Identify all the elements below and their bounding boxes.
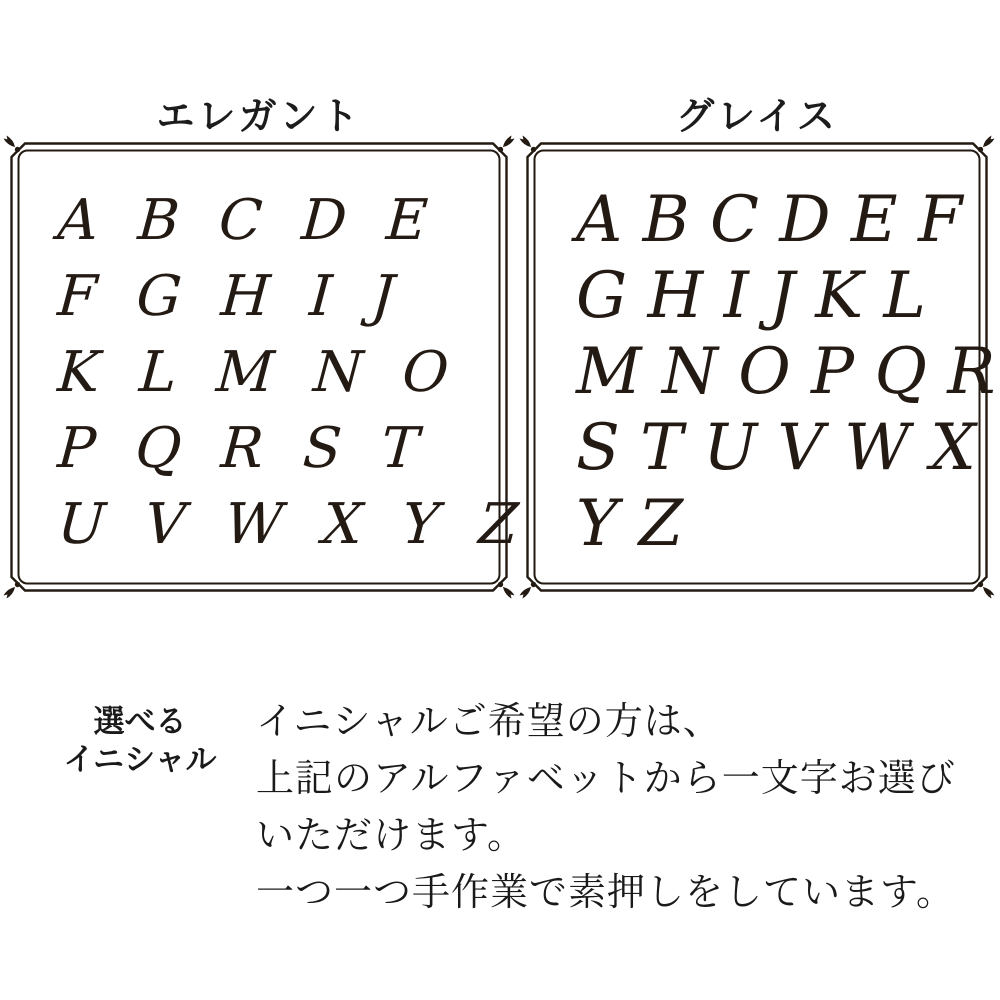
- alphabet-row: U V W X Y Z: [55, 491, 521, 557]
- note-body-line: 上記のアルファベットから一文字お選び: [256, 758, 956, 800]
- ornamental-frame-elegant: [10, 142, 521, 592]
- alphabet-row: G H I J K L: [576, 259, 925, 333]
- alphabet-sample-elegant: [24, 182, 521, 578]
- alphabet-row: Y Z: [576, 487, 683, 561]
- alphabet-row: F G H I J: [55, 263, 397, 329]
- note-body-line: イニシャルご希望の方は、: [256, 701, 722, 743]
- panel-title-elegant: エレガント: [156, 95, 362, 138]
- alphabet-row: S T U V W X: [576, 411, 975, 485]
- alphabet-row: A B C D E: [55, 187, 430, 253]
- note-body: [240, 694, 970, 922]
- note-body-line: 一つ一つ手作業で素押しをしています。: [256, 872, 955, 914]
- alphabet-row: K L M N O: [55, 339, 451, 405]
- panel-title-grace: グレイス: [676, 95, 838, 138]
- alphabet-row: P Q R S T: [55, 415, 421, 481]
- note-body-line: いただけます。: [256, 815, 526, 857]
- initial-note: [40, 694, 970, 922]
- alphabet-row: A B C D E F: [576, 183, 962, 257]
- note-label: [40, 694, 240, 779]
- alphabet-row: M N O P Q R: [576, 335, 995, 409]
- ornamental-frame-grace: [526, 142, 995, 592]
- note-label-line: イニシャル: [63, 742, 217, 777]
- note-label-line: 選べる: [93, 704, 187, 739]
- alphabet-sample-grace: [540, 182, 995, 578]
